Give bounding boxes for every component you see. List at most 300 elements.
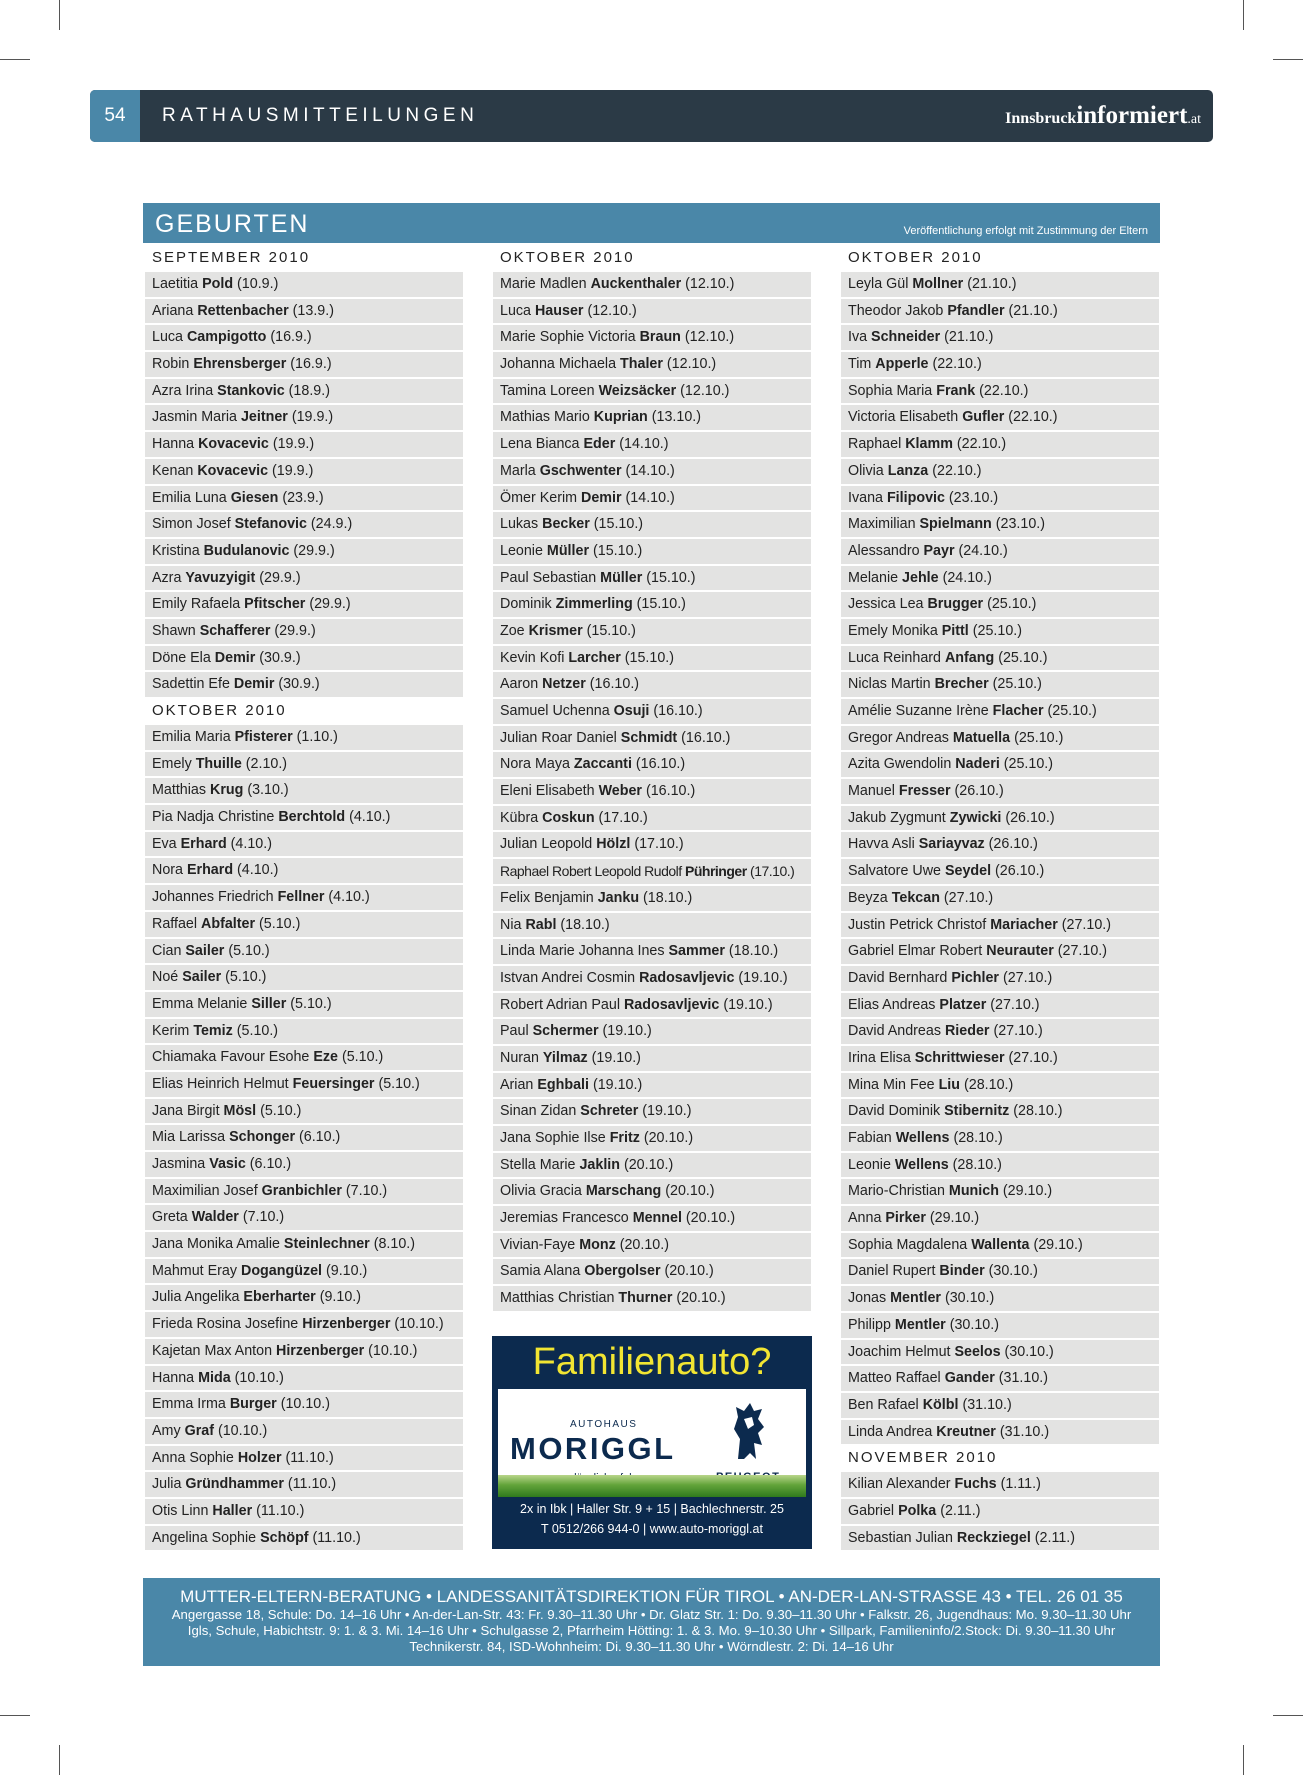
- birth-date: (22.10.): [928, 356, 982, 373]
- surname: Thuille: [195, 755, 242, 772]
- birth-entry: [841, 272, 1159, 297]
- first-names: David Dominik: [848, 1103, 945, 1120]
- surname: Auckenthaler: [590, 276, 682, 292]
- first-names: Laetitia: [152, 276, 203, 292]
- birth-entry: [841, 1393, 1159, 1418]
- birth-entry: [493, 752, 811, 777]
- birth-date: (31.10.): [958, 1396, 1012, 1413]
- ad-headline: Familienauto?: [532, 1341, 772, 1383]
- surname: Polka: [898, 1502, 937, 1519]
- birth-entry: [145, 1526, 463, 1551]
- birth-entry: [493, 1206, 811, 1231]
- birth-date: (14.10.): [615, 436, 669, 453]
- birth-date: (13.9.): [288, 302, 334, 319]
- surname: Frank: [936, 382, 976, 399]
- birth-entry: [841, 886, 1159, 911]
- surname: Burger: [229, 1396, 277, 1413]
- birth-date: (27.10.): [1004, 1049, 1058, 1066]
- month-heading: NOVEMBER 2010: [848, 1449, 998, 1467]
- birth-entry: [145, 1499, 463, 1524]
- birth-date: (25.10.): [1010, 729, 1064, 746]
- first-names: Beyza: [848, 889, 892, 906]
- birth-date: (24.10.): [954, 542, 1008, 559]
- birth-entry: [841, 566, 1159, 591]
- car-dealer-ad[interactable]: [492, 1336, 812, 1549]
- first-names: Azita Gwendolin: [848, 756, 956, 773]
- surname: Müller: [600, 569, 643, 586]
- birth-entry: [493, 432, 811, 457]
- birth-entry: [493, 405, 811, 430]
- birth-date: (2.11.): [1030, 1529, 1076, 1546]
- birth-entry: [841, 1313, 1159, 1338]
- first-names: Joachim Helmut: [848, 1343, 955, 1360]
- first-names: Matthias Christian: [500, 1290, 619, 1307]
- birth-date: (19.10.): [638, 1103, 692, 1120]
- surname: Neurauter: [986, 943, 1054, 960]
- birth-date: (29.10.): [925, 1210, 980, 1227]
- first-names: Emilia Maria: [152, 729, 235, 745]
- birth-date: (16.10.): [642, 783, 696, 800]
- birth-date: (26.10.): [991, 863, 1045, 880]
- surname: Obergolser: [584, 1263, 661, 1280]
- surname: Coskun: [542, 809, 595, 826]
- surname: Granbichler: [261, 1182, 342, 1199]
- first-names: Nia: [500, 916, 526, 933]
- first-names: Robert Adrian Paul: [500, 996, 624, 1013]
- surname: Hauser: [534, 302, 584, 319]
- birth-date: (16.10.): [631, 756, 686, 773]
- first-names: Emely Monika: [848, 622, 942, 639]
- first-names: Marie Madlen: [500, 276, 591, 292]
- first-names: Anna: [848, 1210, 886, 1227]
- birth-date: (31.10.): [995, 1423, 1050, 1440]
- first-names: Greta: [152, 1209, 192, 1226]
- birth-date: (9.10.): [322, 1262, 368, 1279]
- surname: Graf: [184, 1422, 214, 1439]
- surname: Kölbl: [922, 1396, 959, 1413]
- birth-date: (31.10.): [994, 1370, 1049, 1387]
- birth-date: (12.10.): [583, 302, 637, 319]
- birth-date: (2.10.): [241, 755, 288, 772]
- birth-entry: [841, 859, 1159, 884]
- birth-date: (4.10.): [233, 862, 279, 879]
- birth-date: (30.10.): [984, 1263, 1038, 1280]
- birth-date: (6.10.): [295, 1129, 341, 1146]
- crop-mark: [1273, 59, 1303, 60]
- surname: Filipovic: [886, 489, 945, 506]
- surname: Mollner: [912, 276, 964, 292]
- birth-entry: [841, 672, 1159, 697]
- first-names: Jessica Lea: [848, 596, 928, 613]
- first-names: Azra: [152, 569, 186, 586]
- birth-entry: [145, 1339, 463, 1364]
- surname: Platzer: [939, 996, 987, 1013]
- birth-entry: [145, 619, 463, 644]
- birth-entry: [145, 672, 463, 697]
- birth-date: (25.10.): [988, 676, 1042, 693]
- surname: Apperle: [875, 356, 929, 373]
- birth-entry: [493, 592, 811, 617]
- first-names: Stella Marie: [500, 1156, 580, 1173]
- birth-date: (10.10.): [364, 1342, 418, 1359]
- first-names: Emely: [152, 755, 196, 772]
- surname: Eze: [313, 1049, 338, 1066]
- birth-entry: [493, 566, 811, 591]
- first-names: Cian: [152, 942, 186, 959]
- birth-date: (12.10.): [681, 276, 735, 292]
- surname: Kreutner: [936, 1423, 996, 1440]
- birth-date: (27.10.): [1053, 943, 1108, 960]
- first-names: Luca Reinhard: [848, 649, 945, 666]
- birth-entry: [145, 778, 463, 803]
- first-names: Mahmut Eray: [152, 1262, 241, 1279]
- first-names: Noé: [152, 969, 183, 986]
- surname: Schrittwieser: [914, 1049, 1005, 1066]
- birth-date: (26.10.): [1001, 809, 1055, 826]
- first-names: Ariana: [152, 302, 198, 319]
- first-names: Marla: [500, 462, 540, 479]
- first-names: Irina Elisa: [848, 1049, 915, 1066]
- birth-date: (25.10.): [983, 596, 1037, 613]
- birth-entry: [145, 1019, 463, 1044]
- surname: Zywicki: [949, 809, 1002, 826]
- birth-entry: [493, 352, 811, 377]
- birth-entry: [841, 779, 1159, 804]
- surname: Payr: [923, 542, 955, 559]
- first-names: Kerim: [152, 1022, 194, 1039]
- first-names: Istvan Andrei Cosmin: [500, 969, 640, 986]
- surname: Schöpf: [260, 1529, 309, 1546]
- birth-date: (27.10.): [1057, 916, 1112, 933]
- first-names: Elias Andreas: [848, 996, 940, 1013]
- surname: Osuji: [613, 703, 650, 719]
- birth-entry: [841, 325, 1159, 350]
- page-number: 54: [90, 90, 140, 142]
- surname: Becker: [542, 516, 590, 533]
- birth-date: (9.10.): [315, 1289, 362, 1306]
- birth-date: (10.10.): [390, 1316, 444, 1333]
- birth-entry: [841, 726, 1159, 751]
- brand-logo: [1005, 90, 1201, 142]
- surname: Gründhammer: [185, 1476, 284, 1493]
- surname: Stankovic: [217, 382, 285, 399]
- surname: Klamm: [905, 436, 953, 453]
- first-names: Simon Josef: [152, 516, 235, 533]
- crop-mark: [59, 0, 60, 30]
- surname: Temiz: [193, 1022, 233, 1039]
- birth-date: (28.10.): [960, 1076, 1014, 1093]
- surname: Pichler: [951, 969, 999, 986]
- first-names: Frieda Rosina Josefine: [152, 1316, 303, 1333]
- surname: Hölzl: [596, 836, 631, 853]
- birth-entry: [841, 832, 1159, 857]
- birth-date: (25.10.): [999, 756, 1054, 773]
- brand-part: Innsbruck: [1005, 110, 1077, 127]
- surname: Janku: [597, 889, 640, 906]
- surname: Pühringer: [685, 863, 747, 880]
- surname: Jeitner: [240, 409, 288, 426]
- surname: Berchtold: [278, 809, 346, 826]
- birth-entry: [145, 432, 463, 457]
- first-names: Leonie: [500, 542, 547, 559]
- surname: Sailer: [182, 969, 222, 986]
- birth-date: (19.9.): [287, 409, 334, 426]
- birth-date: (30.9.): [274, 676, 320, 693]
- birth-entry: [841, 1259, 1159, 1284]
- birth-date: (18.10.): [724, 943, 779, 960]
- birth-entry: [493, 486, 811, 511]
- birth-date: (16.10.): [585, 676, 640, 693]
- birth-entry: [493, 539, 811, 564]
- birth-entry: [145, 832, 463, 857]
- surname: Sariayvaz: [918, 836, 985, 853]
- first-names: Leyla Gül: [848, 276, 913, 292]
- birth-entry: [841, 699, 1159, 724]
- surname: Pold: [202, 276, 234, 292]
- first-names: Robin: [152, 356, 194, 373]
- surname: Schmidt: [620, 729, 678, 746]
- first-names: Aaron: [500, 676, 543, 693]
- first-names: Paul: [500, 1023, 533, 1040]
- surname: Schreter: [580, 1103, 639, 1120]
- first-names: Samuel Uchenna: [500, 703, 614, 719]
- birth-entry: [145, 1152, 463, 1177]
- birth-date: (20.10.): [660, 1263, 714, 1280]
- birth-entry: [493, 779, 811, 804]
- birth-date: (4.10.): [226, 835, 272, 852]
- first-names: Anna Sophie: [152, 1449, 238, 1466]
- birth-entry: [841, 1366, 1159, 1391]
- birth-date: (5.10.): [221, 969, 267, 986]
- surname: Krug: [210, 782, 244, 799]
- first-names: Havva Asli: [848, 836, 919, 853]
- surname: Naderi: [955, 756, 1000, 773]
- first-names: Lena Bianca: [500, 436, 584, 453]
- first-names: Dominik: [500, 596, 556, 613]
- birth-entry: [493, 512, 811, 537]
- crop-mark: [59, 1745, 60, 1775]
- surname: Pfisterer: [234, 729, 293, 745]
- birth-entry: [145, 1125, 463, 1150]
- footer-line: Igls, Schule, Habichtstr. 9: 1. & 3. Mi. 14–16 Uhr • Schulgasse 2, Pfarrheim Hötting: 1. & 3. Mo. 9–10.30 Uhr • Sillpark, Familieninfo/2.Stock: Di. 9.30–11.30 Uhr: [187, 1623, 1116, 1638]
- first-names: Mia Larissa: [152, 1129, 230, 1146]
- first-names: Johannes Friedrich: [152, 889, 278, 906]
- birth-entry: [145, 805, 463, 830]
- birth-entry: [841, 993, 1159, 1018]
- birth-entry: [145, 1366, 463, 1391]
- birth-entry: [145, 1419, 463, 1444]
- birth-entry: [145, 646, 463, 671]
- first-names: Iva: [848, 329, 872, 346]
- surname: Seelos: [954, 1343, 1001, 1360]
- first-names: Melanie: [848, 569, 903, 586]
- surname: Wellens: [895, 1130, 950, 1146]
- first-names: Otis Linn: [152, 1502, 213, 1519]
- births-banner: [143, 203, 1160, 243]
- birth-date: (21.10.): [940, 329, 994, 346]
- first-names: Kenan: [152, 462, 198, 479]
- birth-entry: [145, 272, 463, 297]
- birth-entry: [145, 858, 463, 883]
- crop-mark: [0, 1715, 30, 1716]
- birth-entry: [841, 299, 1159, 324]
- first-names: Matthias: [152, 782, 211, 799]
- birth-date: (1.10.): [292, 729, 338, 745]
- first-names: Nora: [152, 862, 187, 879]
- birth-entry: [493, 726, 811, 751]
- birth-entry: [145, 1232, 463, 1257]
- birth-entry: [841, 1233, 1159, 1258]
- first-names: Daniel Rupert: [848, 1263, 940, 1280]
- first-names: Kristina: [152, 542, 204, 559]
- month-heading: OKTOBER 2010: [848, 249, 983, 266]
- birth-entry: [493, 913, 811, 938]
- first-names: Vivian-Faye: [500, 1236, 580, 1253]
- first-names: Nora Maya: [500, 756, 574, 773]
- birth-entry: [493, 325, 811, 350]
- birth-entry: [493, 619, 811, 644]
- births-column-1: [145, 246, 463, 1552]
- birth-entry: [145, 992, 463, 1017]
- birth-date: (19.10.): [589, 1076, 643, 1093]
- birth-date: (19.10.): [719, 996, 773, 1013]
- birth-entry: [841, 1340, 1159, 1365]
- birth-entry: [145, 912, 463, 937]
- surname: Sammer: [668, 943, 725, 960]
- surname: Ehrensberger: [193, 356, 287, 373]
- birth-date: (12.10.): [662, 356, 717, 373]
- birth-entry: [145, 1446, 463, 1471]
- surname: Seydel: [944, 863, 992, 880]
- birth-date: (5.10.): [256, 1102, 302, 1119]
- first-names: Eva: [152, 835, 181, 852]
- birth-entry: [145, 592, 463, 617]
- surname: Matuella: [952, 729, 1011, 746]
- birth-date: (11.10.): [252, 1502, 305, 1519]
- surname: Fellner: [277, 889, 325, 906]
- birth-entry: [841, 379, 1159, 404]
- surname: Wallenta: [971, 1236, 1030, 1253]
- birth-entry: [145, 1099, 463, 1124]
- birth-entry: [145, 1285, 463, 1310]
- birth-date: (6.10.): [245, 1156, 292, 1172]
- birth-entry: [493, 1286, 811, 1311]
- births-title: GEBURTEN: [155, 210, 310, 238]
- birth-date: (11.10.): [308, 1529, 361, 1546]
- birth-entry: [493, 1259, 811, 1284]
- first-names: Niclas Martin: [848, 676, 935, 693]
- first-names: Emilia Luna: [152, 489, 231, 506]
- birth-date: (5.10.): [374, 1075, 420, 1092]
- first-names: Chiamaka Favour Esohe: [152, 1049, 314, 1066]
- surname: Pfandler: [947, 302, 1005, 319]
- crop-mark: [1273, 1715, 1303, 1716]
- crop-mark: [1243, 0, 1244, 30]
- surname: Schonger: [229, 1129, 296, 1146]
- page-header: [90, 90, 1213, 142]
- surname: Anfang: [944, 649, 995, 666]
- surname: Binder: [939, 1263, 985, 1280]
- first-names: Döne Ela: [152, 649, 215, 666]
- birth-entry: [145, 325, 463, 350]
- first-names: Mathias Mario: [500, 409, 594, 426]
- birth-entry: [841, 512, 1159, 537]
- birth-entry: [145, 1259, 463, 1284]
- surname: Stibernitz: [944, 1103, 1010, 1120]
- surname: Mentler: [890, 1290, 941, 1307]
- first-names: Linda Andrea: [848, 1423, 937, 1440]
- birth-date: (28.10.): [1009, 1103, 1063, 1120]
- surname: Brecher: [934, 676, 989, 693]
- ad-dealer-name: MORIGGL: [510, 1431, 676, 1466]
- birth-date: (18.10.): [556, 916, 610, 933]
- first-names: Kübra: [500, 809, 543, 826]
- first-names: Jasmina: [152, 1156, 210, 1172]
- first-names: Julia Angelika: [152, 1289, 244, 1306]
- birth-date: (27.10.): [999, 969, 1053, 986]
- birth-entry: [145, 939, 463, 964]
- birth-entry: [145, 459, 463, 484]
- surname: Vasic: [209, 1156, 246, 1172]
- birth-date: (23.10.): [944, 489, 999, 506]
- surname: Reckziegel: [956, 1529, 1031, 1546]
- first-names: Kilian Alexander: [848, 1476, 955, 1493]
- birth-entry: [493, 699, 811, 724]
- birth-entry: [841, 1019, 1159, 1044]
- birth-date: (10.10.): [276, 1396, 330, 1413]
- surname: Larcher: [568, 649, 621, 666]
- first-names: Salvatore Uwe: [848, 863, 945, 880]
- birth-date: (17.10.): [746, 863, 795, 880]
- surname: Gufler: [962, 409, 1005, 426]
- surname: Spielmann: [919, 516, 992, 533]
- birth-entry: [841, 405, 1159, 430]
- birth-entry: [493, 859, 811, 884]
- birth-date: (12.10.): [680, 329, 735, 346]
- surname: Haller: [212, 1502, 253, 1519]
- first-names: Jonas: [848, 1290, 891, 1307]
- birth-entry: [145, 1045, 463, 1070]
- birth-date: (19.10.): [587, 1049, 641, 1066]
- birth-date: (19.9.): [268, 436, 315, 453]
- birth-date: (5.10.): [286, 995, 332, 1012]
- surname: Holzer: [237, 1449, 282, 1466]
- birth-entry: [841, 1526, 1159, 1551]
- birth-date: (16.9.): [286, 356, 332, 373]
- birth-date: (5.10.): [255, 915, 301, 932]
- birth-date: (14.10.): [621, 462, 675, 479]
- surname: Marschang: [585, 1183, 662, 1200]
- first-names: Paul Sebastian: [500, 569, 601, 586]
- birth-entry: [841, 966, 1159, 991]
- surname: Flacher: [992, 703, 1044, 719]
- birth-date: (22.10.): [952, 436, 1007, 453]
- birth-date: (16.10.): [677, 729, 731, 746]
- brand-part: .at: [1187, 112, 1201, 127]
- first-names: Jana Birgit: [152, 1102, 224, 1119]
- birth-date: (8.10.): [369, 1236, 416, 1253]
- month-heading: OKTOBER 2010: [500, 249, 635, 266]
- birth-date: (24.10.): [938, 569, 992, 586]
- first-names: Jasmin Maria: [152, 409, 241, 426]
- first-names: Philipp: [848, 1316, 895, 1333]
- birth-entry: [145, 405, 463, 430]
- first-names: Tamina Loreen: [500, 382, 599, 399]
- birth-entry: [841, 1179, 1159, 1204]
- birth-entry: [841, 752, 1159, 777]
- surname: Kuprian: [593, 409, 648, 426]
- surname: Eberharter: [243, 1289, 316, 1306]
